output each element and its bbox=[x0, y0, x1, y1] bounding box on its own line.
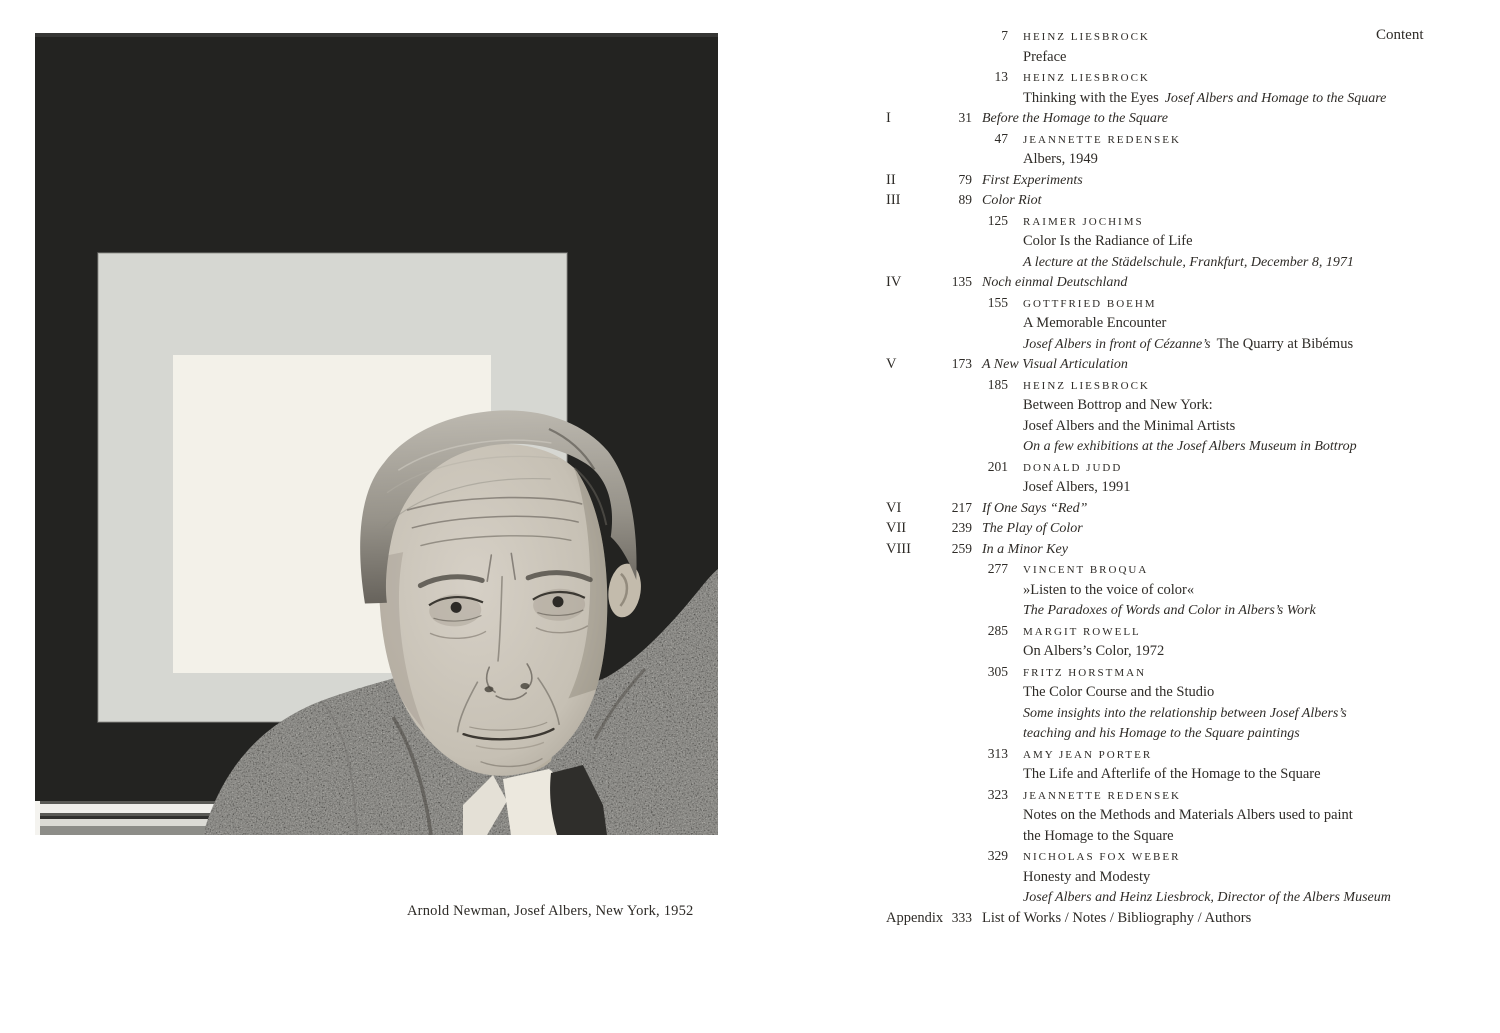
toc-essay-page: 201 bbox=[987, 458, 1008, 474]
toc-text-segment: VINCENT BROQUA bbox=[1023, 564, 1149, 576]
toc-row bbox=[886, 826, 1471, 847]
toc-row bbox=[886, 170, 1471, 191]
toc-row bbox=[886, 26, 1471, 47]
toc-roman-numeral: VII bbox=[886, 520, 907, 536]
toc-chapter-page: 239 bbox=[951, 520, 972, 535]
photo-caption: Arnold Newman, Josef Albers, New York, 1952 bbox=[407, 903, 694, 919]
toc-essay-page: 125 bbox=[987, 212, 1008, 228]
toc-row bbox=[886, 436, 1471, 457]
toc-row bbox=[886, 887, 1471, 908]
toc-chapter-page: 79 bbox=[958, 171, 972, 187]
toc-row bbox=[886, 88, 1471, 109]
toc-row bbox=[886, 190, 1471, 211]
toc-text-segment: Noch einmal Deutschland bbox=[982, 275, 1128, 290]
toc-entry-text bbox=[1023, 334, 1353, 356]
toc-entry-text bbox=[1023, 641, 1164, 662]
toc-entry-text bbox=[1023, 67, 1150, 89]
toc-text-segment: Honesty and Modesty bbox=[1023, 868, 1151, 885]
toc-row bbox=[886, 498, 1471, 519]
toc-entry-text bbox=[1023, 88, 1386, 110]
toc-chapter-page: 333 bbox=[951, 909, 972, 925]
toc-entry-text bbox=[982, 108, 1168, 130]
toc-chapter-page: 31 bbox=[958, 110, 972, 125]
toc-text-segment: Color Riot bbox=[982, 193, 1042, 208]
toc-text-segment: The Quarry at Bibémus bbox=[1216, 335, 1354, 352]
toc-row bbox=[886, 231, 1471, 252]
toc-roman-numeral: Appendix bbox=[886, 909, 944, 926]
toc-row bbox=[886, 477, 1471, 498]
toc-entry-text bbox=[1023, 313, 1166, 334]
toc-text-segment: Thinking with the Eyes bbox=[1023, 89, 1159, 106]
toc-roman-numeral: IV bbox=[886, 274, 902, 290]
toc-text-segment: DONALD JUDD bbox=[1023, 461, 1123, 474]
toc-row bbox=[886, 375, 1471, 396]
toc-row bbox=[886, 252, 1471, 273]
toc-entry-text bbox=[1023, 703, 1347, 725]
toc-text-segment: A Memorable Encounter bbox=[1023, 315, 1167, 331]
toc-text-segment: Josef Albers, 1991 bbox=[1023, 479, 1131, 495]
toc-entry-text bbox=[1023, 416, 1235, 437]
toc-entry-text bbox=[1023, 231, 1193, 252]
toc-text-segment: JEANNETTE REDENSEK bbox=[1023, 133, 1181, 146]
toc-text-segment: Albers, 1949 bbox=[1023, 151, 1098, 167]
toc-row bbox=[886, 785, 1471, 806]
toc-row bbox=[886, 47, 1471, 68]
toc-entry-text bbox=[1023, 26, 1150, 48]
toc-entry-text bbox=[1023, 211, 1144, 233]
toc-text-segment: On a few exhibitions at the Josef Albers Museum in Bottrop bbox=[1023, 439, 1357, 454]
toc-essay-page: 185 bbox=[987, 376, 1008, 392]
toc-entry-text bbox=[982, 272, 1127, 294]
toc-row bbox=[886, 67, 1471, 88]
toc-entry-text bbox=[982, 498, 1087, 520]
toc-text-segment: If One Says “Red” bbox=[982, 500, 1088, 516]
toc-row bbox=[886, 682, 1471, 703]
toc-roman-numeral: VI bbox=[886, 499, 902, 516]
toc-text-segment: Color Is the Radiance of Life bbox=[1023, 233, 1193, 249]
toc-roman-numeral: VIII bbox=[886, 540, 911, 557]
toc-row bbox=[886, 764, 1471, 785]
albers-portrait-photo bbox=[35, 33, 718, 835]
toc-row bbox=[886, 293, 1471, 314]
toc-entry-text bbox=[1023, 580, 1194, 601]
albers-portrait-photo-art bbox=[35, 33, 718, 835]
toc-text-segment: List of Works / Notes / Bibliography / Authors bbox=[982, 909, 1252, 926]
toc-text-segment: Some insights into the relationship between Josef Albers’s bbox=[1023, 705, 1347, 721]
toc-entry-text bbox=[1023, 395, 1213, 416]
toc-text-segment: MARGIT ROWELL bbox=[1023, 625, 1141, 638]
toc-entry-text bbox=[1023, 785, 1181, 807]
toc-text-segment: Between Bottrop and New York: bbox=[1023, 397, 1213, 413]
toc-entry-text bbox=[1023, 47, 1066, 68]
toc-entry-text bbox=[1023, 764, 1321, 785]
toc-row bbox=[886, 805, 1471, 826]
toc-text-segment: A New Visual Articulation bbox=[982, 357, 1128, 372]
toc-chapter-page: 173 bbox=[951, 356, 972, 371]
toc-entry-text bbox=[982, 190, 1042, 212]
toc-row bbox=[886, 272, 1471, 293]
toc-entry-text bbox=[982, 908, 1251, 929]
toc-row bbox=[886, 457, 1471, 478]
toc-text-segment: Josef Albers and Homage to the Square bbox=[1164, 90, 1387, 106]
toc-chapter-page: 259 bbox=[951, 540, 972, 556]
toc-essay-page: 285 bbox=[987, 622, 1008, 638]
toc-entry-text bbox=[1023, 826, 1174, 847]
toc-row bbox=[886, 641, 1471, 662]
toc-essay-page: 323 bbox=[987, 786, 1008, 802]
toc-text-segment: Josef Albers and Heinz Liesbrock, Director of the Albers Museum bbox=[1023, 890, 1391, 905]
toc-row bbox=[886, 744, 1471, 765]
toc-row bbox=[886, 108, 1471, 129]
toc-text-segment: GOTTFRIED BOEHM bbox=[1023, 297, 1157, 310]
toc-essay-page: 155 bbox=[987, 294, 1008, 310]
toc-entry-text bbox=[1023, 457, 1122, 479]
toc-text-segment: First Experiments bbox=[982, 172, 1083, 188]
toc-entry-text bbox=[1023, 149, 1098, 170]
toc-entry-text bbox=[1023, 723, 1300, 745]
toc-entry-text bbox=[1023, 662, 1146, 684]
toc-chapter-page: 135 bbox=[951, 274, 972, 289]
toc-entry-text bbox=[1023, 805, 1353, 826]
toc-entry-text bbox=[1023, 477, 1131, 498]
toc-entry-text bbox=[1023, 887, 1391, 909]
toc-entry-text bbox=[1023, 436, 1357, 458]
toc-row bbox=[886, 723, 1471, 744]
toc-text-segment: Before the Homage to the Square bbox=[982, 111, 1168, 126]
toc-text-segment: AMY JEAN PORTER bbox=[1023, 748, 1153, 761]
toc-row bbox=[886, 416, 1471, 437]
toc-entry-text bbox=[1023, 621, 1141, 643]
toc-text-segment: Josef Albers in front of Cézanne’s bbox=[1023, 336, 1211, 352]
toc-text-segment: RAIMER JOCHIMS bbox=[1023, 215, 1144, 228]
toc-row bbox=[886, 149, 1471, 170]
toc-entry-text bbox=[1023, 744, 1152, 766]
toc-text-segment: FRITZ HORSTMAN bbox=[1023, 666, 1147, 679]
toc-row bbox=[886, 703, 1471, 724]
toc-text-segment: NICHOLAS FOX WEBER bbox=[1023, 851, 1181, 863]
toc-entry-text bbox=[1023, 867, 1150, 888]
toc-entry-text bbox=[1023, 375, 1150, 397]
toc-entry-text bbox=[1023, 129, 1181, 151]
toc-text-segment: Preface bbox=[1023, 48, 1067, 65]
toc-text-segment: The Paradoxes of Words and Color in Albers’s Work bbox=[1023, 603, 1316, 618]
toc-row bbox=[886, 621, 1471, 642]
page-title: Content bbox=[1376, 27, 1424, 43]
toc-entry-text bbox=[982, 539, 1068, 561]
toc-entry-text bbox=[1023, 682, 1214, 703]
toc-text-segment: HEINZ LIESBROCK bbox=[1023, 379, 1150, 392]
toc-text-segment: JEANNETTE REDENSEK bbox=[1023, 789, 1181, 802]
toc-entry-text bbox=[1023, 559, 1148, 581]
toc-text-segment: the Homage to the Square bbox=[1023, 827, 1174, 844]
toc-row bbox=[886, 518, 1471, 539]
toc-essay-page: 313 bbox=[987, 745, 1008, 761]
toc-text-segment: HEINZ LIESBROCK bbox=[1023, 31, 1150, 43]
toc-row bbox=[886, 354, 1471, 375]
toc-text-segment: HEINZ LIESBROCK bbox=[1023, 72, 1150, 84]
toc bbox=[886, 26, 1471, 928]
toc-text-segment: The Life and Afterlife of the Homage to the Square bbox=[1023, 766, 1321, 782]
toc-essay-page: 13 bbox=[994, 69, 1008, 84]
toc-entry-text bbox=[1023, 600, 1316, 622]
toc-row bbox=[886, 334, 1471, 355]
toc-row bbox=[886, 211, 1471, 232]
toc-text-segment: On Albers’s Color, 1972 bbox=[1023, 643, 1165, 659]
toc-essay-page: 329 bbox=[987, 848, 1008, 863]
toc-entry-text bbox=[1023, 252, 1354, 274]
toc-essay-page: 47 bbox=[994, 130, 1008, 146]
toc-text-segment: The Play of Color bbox=[982, 521, 1083, 536]
toc-row bbox=[886, 313, 1471, 334]
toc-row bbox=[886, 580, 1471, 601]
toc-entry-text bbox=[982, 354, 1128, 376]
toc-row bbox=[886, 600, 1471, 621]
toc-roman-numeral: II bbox=[886, 171, 896, 188]
toc-text-segment: »Listen to the voice of color« bbox=[1023, 581, 1195, 598]
toc-chapter-page: 217 bbox=[951, 499, 972, 515]
toc-row bbox=[886, 908, 1471, 929]
toc-text-segment: teaching and his Homage to the Square paintings bbox=[1023, 726, 1300, 741]
toc-entry-text bbox=[1023, 846, 1180, 868]
toc-row bbox=[886, 867, 1471, 888]
toc-chapter-page: 89 bbox=[958, 192, 972, 207]
toc-row bbox=[886, 129, 1471, 150]
toc-row bbox=[886, 539, 1471, 560]
toc-essay-page: 305 bbox=[987, 663, 1008, 679]
toc-roman-numeral: I bbox=[886, 110, 891, 126]
toc-text-segment: Notes on the Methods and Materials Albers used to paint bbox=[1023, 807, 1353, 823]
toc-text-segment: A lecture at the Städelschule, Frankfurt, December 8, 1971 bbox=[1023, 254, 1354, 270]
toc-entry-text bbox=[982, 170, 1083, 192]
toc-row bbox=[886, 662, 1471, 683]
toc-entry-text bbox=[982, 518, 1083, 540]
toc-text-segment: Josef Albers and the Minimal Artists bbox=[1023, 417, 1236, 434]
toc-essay-page: 277 bbox=[987, 561, 1008, 576]
toc-row bbox=[886, 559, 1471, 580]
toc-text-segment: The Color Course and the Studio bbox=[1023, 684, 1215, 700]
toc-roman-numeral: III bbox=[886, 192, 901, 208]
toc-row bbox=[886, 395, 1471, 416]
toc-text-segment: In a Minor Key bbox=[982, 541, 1068, 557]
toc-roman-numeral: V bbox=[886, 356, 897, 372]
toc-entry-text bbox=[1023, 293, 1157, 315]
toc-row bbox=[886, 846, 1471, 867]
toc-essay-page: 7 bbox=[1001, 28, 1008, 43]
